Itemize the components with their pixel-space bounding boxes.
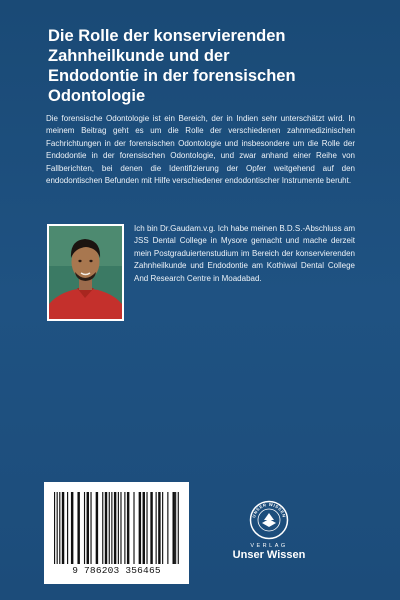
publisher-logo [219,500,319,561]
barcode-bar [167,492,168,564]
barcode-bar [127,492,129,564]
barcode-bar [71,492,73,564]
publisher-name: Unser Wissen [232,549,306,561]
barcode-bar [146,492,147,564]
author-photo [47,224,124,321]
barcode-bar [102,492,103,564]
barcode-bar [59,492,60,564]
barcode-bar [77,492,79,564]
barcode-bar [84,492,85,564]
barcode-bar [124,492,125,564]
author-bio: Ich bin Dr.Gaudam.v.g. Ich habe meinen B.D.S.-Abschluss am JSS Dental College in Mysore gemacht und mache derzeit mein Postgraduiertenstudium im Bereich der konservierenden Zahnheilkunde und Endodontie am Kothiwal Dental College And Research Centre in Moadabad. [134,224,355,283]
barcode-bar [67,492,68,564]
barcode-bar [120,492,121,564]
isbn-barcode [44,482,189,584]
publisher-emblem-icon [249,500,289,540]
barcode-bar [139,492,141,564]
barcode-bar [114,492,116,564]
barcode-bar [175,492,176,564]
barcode-bar [62,492,64,564]
author-portrait-image [49,226,122,319]
barcode-bars [54,492,179,564]
barcode-bar [178,492,179,564]
book-title: Die Rolle der konservierenden Zahnheilkunde und der Endodontie in der forensischen Odontologie [48,27,296,105]
barcode-bar [57,492,58,564]
barcode-bar [150,492,152,564]
isbn-number: 9 786203 356465 [72,565,161,576]
publisher-sub-label: VERLAG [250,543,288,549]
barcode-bar [109,492,110,564]
barcode-bar [158,492,160,564]
barcode-bar [54,492,55,564]
barcode-bar [90,492,91,564]
barcode-bar [156,492,157,564]
barcode-bar [172,492,174,564]
barcode-bar [133,492,134,564]
barcode-bar [118,492,119,564]
barcode-bar [162,492,163,564]
barcode-bar [143,492,145,564]
book-description: Die forensische Odontologie ist ein Bereich, der in Indien sehr unterschätzt wird. In meinem Beitrag geht es um die Rolle der verschiedenen zahnmedizinischen Fachrichtungen in der forensischen Odontologie und insbesondere um die Rolle der Endodontie in der forensischen Odontologie, und zwar anhand einer Reihe von Fallberichten, bei denen die Identifizierung der Opfer weitgehend auf den endodontischen Befunden mit Hilfe verschiedener endodontischer Instrumente beruht. [46,114,355,186]
barcode-bar [96,492,98,564]
barcode-bar [111,492,112,564]
svg-text:UNSER WISSEN: UNSER WISSEN [251,501,287,519]
barcode-bar [105,492,107,564]
barcode-bar [87,492,89,564]
